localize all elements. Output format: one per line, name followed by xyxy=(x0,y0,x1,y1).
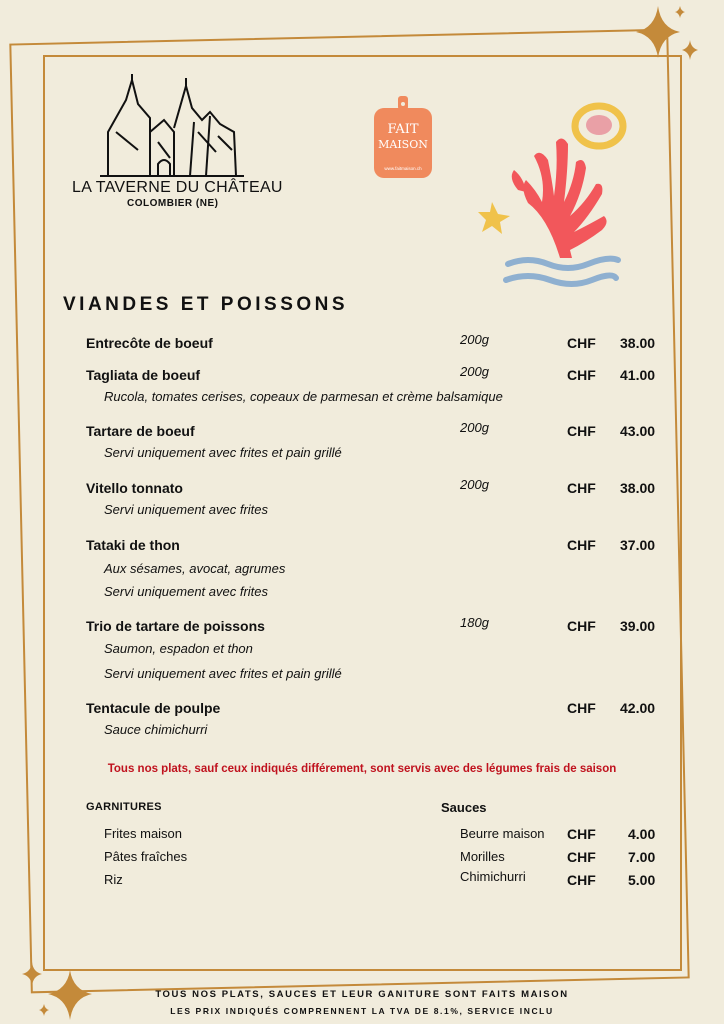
sauce-name: Chimichurri xyxy=(460,869,526,884)
dish-price: 43.00 xyxy=(620,423,656,439)
dish-description: Servi uniquement avec frites et pain grillé xyxy=(104,666,342,681)
sauce-price: 7.00 xyxy=(628,849,656,865)
dish-price: 41.00 xyxy=(620,367,656,383)
sauce-currency: CHF xyxy=(567,849,596,865)
sauce-currency: CHF xyxy=(567,826,596,842)
dish-currency: CHF xyxy=(567,367,596,383)
dish-name: Vitello tonnato xyxy=(86,480,183,496)
garniture-item: Pâtes fraîches xyxy=(104,849,188,864)
sauces-title: Sauces xyxy=(441,800,487,815)
dish-name: Tagliata de boeuf xyxy=(86,367,201,383)
footer-line-1: TOUS NOS PLATS, SAUCES ET LEUR GANITURE SONT FAITS MAISON xyxy=(155,989,569,1000)
dish-weight: 180g xyxy=(460,615,489,630)
dish-price: 38.00 xyxy=(620,480,656,496)
dish-name: Entrecôte de boeuf xyxy=(86,335,213,351)
garniture-item: Frites maison xyxy=(104,826,183,841)
sauce-price: 4.00 xyxy=(628,826,656,842)
dish-price: 38.00 xyxy=(620,335,656,351)
fait-maison-badge xyxy=(374,96,432,178)
sparkle-icon-top-right xyxy=(628,4,718,64)
dish-description: Aux sésames, avocat, agrumes xyxy=(104,561,286,576)
dish-weight: 200g xyxy=(460,364,489,379)
castle-logo-icon xyxy=(98,72,248,180)
dish-description: Rucola, tomates cerises, copeaux de parmesan et crème balsamique xyxy=(104,389,503,404)
garnitures-title: GARNITURES xyxy=(86,801,162,813)
garniture-item: Riz xyxy=(104,872,123,887)
vegetables-note: Tous nos plats, sauf ceux indiqués différement, sont servis avec des légumes frais de saison xyxy=(107,763,617,775)
dish-name: Tartare de boeuf xyxy=(86,423,195,439)
dish-weight: 200g xyxy=(460,332,489,347)
dish-description: Servi uniquement avec frites xyxy=(104,584,269,599)
dish-weight: 200g xyxy=(460,477,489,492)
dish-description: Saumon, espadon et thon xyxy=(104,641,253,656)
dish-currency: CHF xyxy=(567,480,596,496)
dish-description: Servi uniquement avec frites et pain grillé xyxy=(104,445,342,460)
dish-name: Tentacule de poulpe xyxy=(86,700,221,716)
dish-description: Sauce chimichurri xyxy=(104,722,208,737)
dish-currency: CHF xyxy=(567,700,596,716)
dish-weight: 200g xyxy=(460,420,489,435)
dish-currency: CHF xyxy=(567,537,596,553)
coral-illustration-icon xyxy=(478,98,638,298)
dish-price: 39.00 xyxy=(620,618,656,634)
section-title: VIANDES ET POISSONS xyxy=(63,294,349,315)
dish-currency: CHF xyxy=(567,618,596,634)
badge-url: www.faitmaison.ch xyxy=(384,166,422,171)
dish-price: 42.00 xyxy=(620,700,656,716)
badge-line1: FAIT xyxy=(387,122,419,137)
badge-line2: MAISON xyxy=(378,138,428,151)
dish-description: Servi uniquement avec frites xyxy=(104,502,269,517)
sauce-name: Beurre maison xyxy=(460,826,545,841)
dish-currency: CHF xyxy=(567,335,596,351)
dish-price: 37.00 xyxy=(620,537,656,553)
restaurant-name: LA TAVERNE DU CHÂTEAU xyxy=(72,179,283,196)
restaurant-location: COLOMBIER (NE) xyxy=(127,198,219,209)
sauce-name: Morilles xyxy=(460,849,505,864)
sauce-currency: CHF xyxy=(567,872,596,888)
dish-currency: CHF xyxy=(567,423,596,439)
dish-name: Trio de tartare de poissons xyxy=(86,618,265,634)
footer-line-2: LES PRIX INDIQUÉS COMPRENNENT LA TVA DE 8.1%, SERVICE INCLU xyxy=(170,1006,554,1016)
dish-name: Tataki de thon xyxy=(86,537,180,553)
sauce-price: 5.00 xyxy=(628,872,656,888)
